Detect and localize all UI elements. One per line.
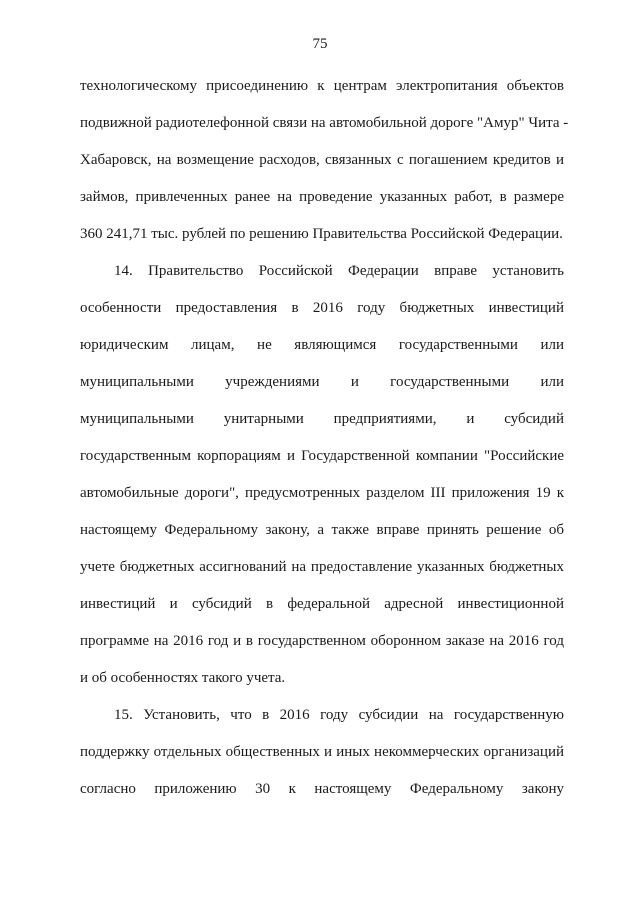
text-line: автомобильные дороги", предусмотренных разделом III приложения 19 к bbox=[80, 485, 564, 501]
text-line: и об особенностях такого учета. bbox=[80, 670, 286, 686]
document-body bbox=[80, 68, 569, 808]
text-line: муниципальными унитарными предприятиями, и субсидий bbox=[80, 411, 564, 427]
text-line: технологическому присоединению к центрам электропитания объектов bbox=[80, 78, 564, 94]
text-line: настоящему Федеральному закону, а также вправе принять решение об bbox=[80, 522, 564, 538]
text-line: 360 241,71 тыс. рублей по решению Правительства Российской Федерации. bbox=[80, 226, 563, 242]
text-line: 15. Установить, что в 2016 году субсидии на государственную bbox=[114, 707, 564, 723]
text-line: особенности предоставления в 2016 году бюджетных инвестиций bbox=[80, 300, 564, 316]
text-line: юридическим лицам, не являющимся государственными или bbox=[80, 337, 564, 353]
text-line: государственным корпорациям и Государственной компании "Российские bbox=[80, 448, 564, 464]
text-line: программе на 2016 год и в государственном оборонном заказе на 2016 год bbox=[80, 633, 564, 649]
text-line: 14. Правительство Российской Федерации вправе установить bbox=[114, 263, 564, 279]
text-line: Хабаровск, на возмещение расходов, связанных с погашением кредитов и bbox=[80, 152, 564, 168]
text-line: инвестиций и субсидий в федеральной адресной инвестиционной bbox=[80, 596, 564, 612]
text-line: поддержку отдельных общественных и иных некоммерческих организаций bbox=[80, 744, 564, 760]
text-line: подвижной радиотелефонной связи на автомобильной дороге "Амур" Чита - bbox=[80, 115, 569, 131]
text-line: муниципальными учреждениями и государственными или bbox=[80, 374, 564, 390]
text-line: займов, привлеченных ранее на проведение указанных работ, в размере bbox=[80, 189, 564, 205]
page-number: 75 bbox=[312, 36, 328, 52]
text-line: учете бюджетных ассигнований на предоставление указанных бюджетных bbox=[80, 559, 564, 575]
text-line: согласно приложению 30 к настоящему Федеральному закону bbox=[80, 781, 564, 797]
